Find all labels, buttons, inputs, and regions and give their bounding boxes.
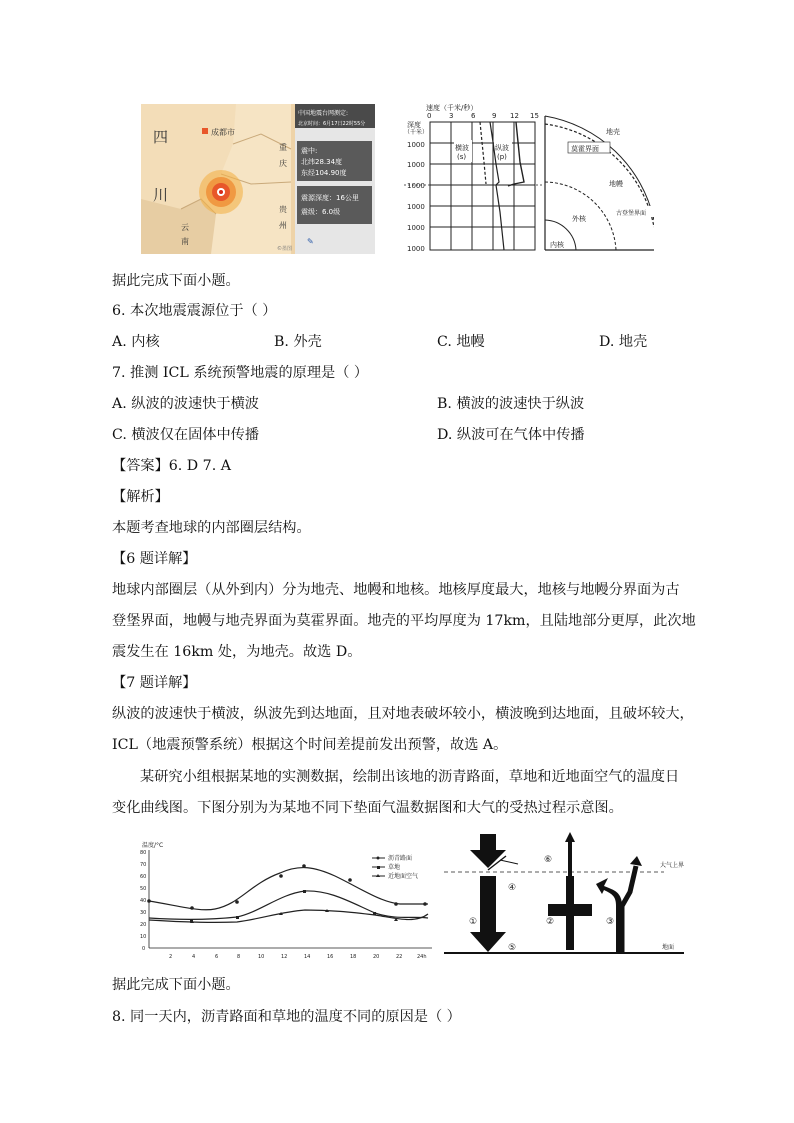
svg-text:10: 10 xyxy=(258,954,265,960)
q7-detail-heading: 【7 题详解】 xyxy=(112,675,197,691)
q7-option-d: D. 纵波可在气体中传播 xyxy=(437,427,585,443)
analysis-heading: 【解析】 xyxy=(112,489,169,505)
s-wave-label: 横波 xyxy=(455,144,469,152)
svg-text:4: 4 xyxy=(192,954,196,960)
moho-label: 莫霍界面 xyxy=(571,145,599,153)
q6-option-c: C. 地幔 xyxy=(437,334,485,350)
map-watermark: ©墨图 xyxy=(277,246,293,252)
speed-axis-label: 速度（千米/秒） xyxy=(426,104,478,112)
grass-curve xyxy=(149,891,428,919)
logo-icon: ✎ xyxy=(307,237,314,246)
svg-text:50: 50 xyxy=(140,886,147,892)
svg-text:1000: 1000 xyxy=(407,203,425,211)
svg-text:贵: 贵 xyxy=(279,205,287,214)
svg-text:(p): (p) xyxy=(497,153,507,161)
s-wave-curve xyxy=(480,122,486,184)
q6-option-d: D. 地壳 xyxy=(599,334,648,350)
svg-text:70: 70 xyxy=(140,862,147,868)
q6-option-b: B. 外壳 xyxy=(274,334,322,350)
q7-detail-line-1: 纵波的波速快于横波，纵波先到达地面，且对地表破坏较小，横波晚到达地面，且破坏较大， xyxy=(112,706,694,722)
gutenberg-label: 古登堡界面 xyxy=(616,210,647,217)
svg-text:⑤: ⑤ xyxy=(508,943,517,953)
svg-text:12: 12 xyxy=(281,954,288,960)
svg-text:重: 重 xyxy=(279,143,287,152)
layer-inner-core: 内核 xyxy=(550,241,564,249)
info-time: 北京时间：6月17日22时55分 xyxy=(298,121,366,127)
svg-text:24h: 24h xyxy=(417,954,427,960)
ground-label: 地面 xyxy=(662,944,675,951)
svg-text:②: ② xyxy=(546,917,555,927)
temperature-chart-figure xyxy=(140,838,436,966)
legend-air: 近地面空气 xyxy=(388,873,419,880)
svg-text:22: 22 xyxy=(396,954,403,960)
svg-text:州: 州 xyxy=(279,221,287,230)
magnitude: 震级：6.0级 xyxy=(301,208,341,216)
svg-text:3: 3 xyxy=(449,112,454,120)
layer-crust: 地壳 xyxy=(606,128,620,136)
province-chuan: 川 xyxy=(153,186,169,204)
instruction-line: 据此完成下面小题。 xyxy=(112,273,240,289)
svg-text:1000: 1000 xyxy=(407,182,425,190)
q6-detail-heading: 【6 题详解】 xyxy=(112,551,197,567)
svg-text:16: 16 xyxy=(327,954,334,960)
epicenter-lon: 东经104.90度 xyxy=(301,169,347,177)
svg-text:8: 8 xyxy=(237,954,241,960)
legend-grass: 草地 xyxy=(388,864,401,871)
svg-text:15: 15 xyxy=(530,112,539,120)
passage-line-1: 某研究小组根据某地的实测数据，绘制出该地的沥青路面，草地和近地面空气的温度日 xyxy=(140,769,680,785)
svg-text:⑥: ⑥ xyxy=(544,855,553,865)
province-si: 四 xyxy=(153,128,169,146)
q6-option-a: A. 内核 xyxy=(112,334,160,350)
q6-detail-line-1: 地球内部圈层（从外到内）分为地壳、地幔和地核。地核厚度最大，地核与地幔分界面为古 xyxy=(112,582,680,598)
layer-mantle: 地幔 xyxy=(609,180,623,188)
epicenter-lat: 北纬28.34度 xyxy=(301,158,343,166)
city-chengdu: 成都市 xyxy=(211,128,235,137)
svg-text:6: 6 xyxy=(471,112,476,120)
question-7: 7. 推测 ICL 系统预警地震的原理是（ ） xyxy=(112,365,369,381)
svg-text:1000: 1000 xyxy=(407,141,425,149)
instruction-line-2: 据此完成下面小题。 xyxy=(112,977,240,993)
answer-line: 【答案】6. D 7. A xyxy=(112,458,231,474)
svg-text:20: 20 xyxy=(373,954,380,960)
info-title: 中国地震台网测定: xyxy=(298,110,349,117)
atmosphere-top-label: 大气上界 xyxy=(660,862,685,869)
svg-text:14: 14 xyxy=(304,954,311,960)
svg-text:云: 云 xyxy=(181,223,189,232)
svg-text:6: 6 xyxy=(215,954,219,960)
q7-option-c: C. 横波仅在固体中传播 xyxy=(112,427,260,443)
svg-text:9: 9 xyxy=(492,112,497,120)
svg-text:深度: 深度 xyxy=(407,121,421,129)
question-6: 6. 本次地震震源位于（ ） xyxy=(112,303,277,319)
svg-text:40: 40 xyxy=(140,898,147,904)
legend-asphalt: 沥青路面 xyxy=(388,855,413,862)
svg-text:12: 12 xyxy=(510,112,519,120)
passage-line-2: 变化曲线图。下图分别为为某地不同下垫面气温数据图和大气的受热过程示意图。 xyxy=(112,800,623,816)
svg-text:0: 0 xyxy=(427,112,432,120)
svg-text:10: 10 xyxy=(140,934,147,940)
q6-detail-line-3: 震发生在 16km 处，为地壳。故选 D。 xyxy=(112,644,362,660)
svg-text:80: 80 xyxy=(140,850,147,856)
atmosphere-heating-figure xyxy=(444,832,688,960)
svg-text:0: 0 xyxy=(142,946,146,952)
svg-text:20: 20 xyxy=(140,922,147,928)
temp-ylabel: 温度/°C xyxy=(142,842,164,849)
layer-outer-core: 外核 xyxy=(572,215,586,223)
svg-text:①: ① xyxy=(469,917,478,927)
focal-depth: 震源深度：16公里 xyxy=(301,194,359,202)
svg-text:南: 南 xyxy=(181,237,189,246)
svg-text:（千米）: （千米） xyxy=(404,129,429,136)
p-wave-label: 纵波 xyxy=(495,144,509,152)
earthquake-map-figure xyxy=(141,104,375,254)
svg-text:30: 30 xyxy=(140,910,147,916)
svg-text:④: ④ xyxy=(508,883,517,893)
svg-text:③: ③ xyxy=(606,917,615,927)
svg-text:60: 60 xyxy=(140,874,147,880)
asphalt-curve xyxy=(149,868,428,910)
q7-detail-line-2: ICL（地震预警系统）根据这个时间差提前发出预警，故选 A。 xyxy=(112,737,508,753)
svg-text:1000: 1000 xyxy=(407,161,425,169)
svg-text:2: 2 xyxy=(169,954,173,960)
analysis-intro: 本题考查地球的内部圈层结构。 xyxy=(112,520,311,536)
svg-text:1000: 1000 xyxy=(407,245,425,253)
svg-text:(s): (s) xyxy=(457,153,467,161)
q6-detail-line-2: 登堡界面，地幔与地壳界面为莫霍界面。地壳的平均厚度为 17km，且陆地部分更厚，此次地 xyxy=(112,613,696,629)
q7-option-a: A. 纵波的波速快于横波 xyxy=(112,396,259,412)
seismic-wave-figure xyxy=(404,102,654,254)
svg-text:1000: 1000 xyxy=(407,224,425,232)
svg-text:庆: 庆 xyxy=(279,159,287,168)
epicenter-label: 震中: xyxy=(301,147,318,155)
q7-option-b: B. 横波的波速快于纵波 xyxy=(437,396,585,412)
svg-text:18: 18 xyxy=(350,954,357,960)
question-8: 8. 同一天内，沥青路面和草地的温度不同的原因是（ ） xyxy=(112,1009,461,1025)
